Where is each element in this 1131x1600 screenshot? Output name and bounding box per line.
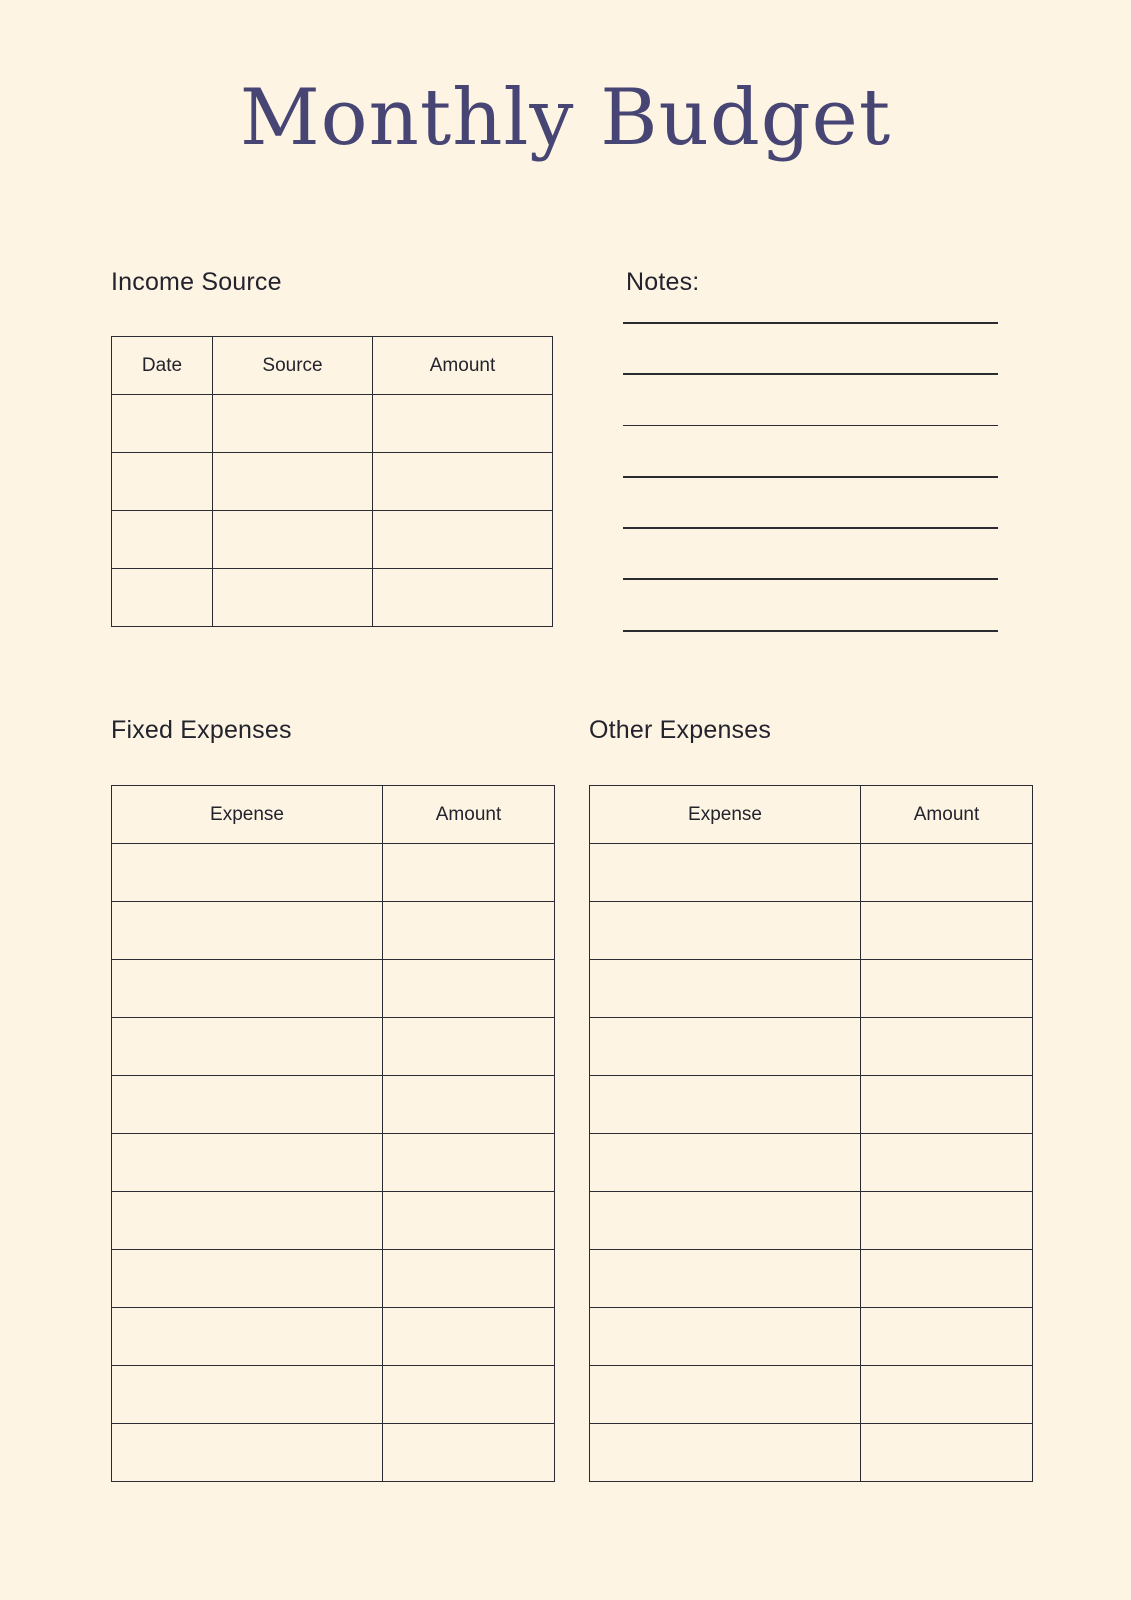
- other-expenses-table: [589, 785, 1033, 1482]
- income-date-cell[interactable]: [112, 511, 213, 569]
- table-row: [112, 1308, 555, 1366]
- fixed-amount-cell[interactable]: [383, 1076, 555, 1134]
- table-row: [590, 1250, 1033, 1308]
- table-row: [112, 569, 553, 627]
- notes-lines-area: [623, 322, 998, 632]
- table-row: [590, 1018, 1033, 1076]
- column-header-expense: Expense: [590, 786, 861, 844]
- table-row: [112, 395, 553, 453]
- fixed-amount-cell[interactable]: [383, 1134, 555, 1192]
- column-header-source: Source: [213, 337, 373, 395]
- income-amount-cell[interactable]: [373, 511, 553, 569]
- table-header-row: [112, 786, 555, 844]
- table-header-row: [590, 786, 1033, 844]
- notes-write-line[interactable]: [623, 373, 998, 375]
- fixed-amount-cell[interactable]: [383, 1018, 555, 1076]
- table-row: [112, 1192, 555, 1250]
- fixed-amount-cell[interactable]: [383, 960, 555, 1018]
- fixed-amount-cell[interactable]: [383, 1308, 555, 1366]
- fixed-expense-cell[interactable]: [112, 1018, 383, 1076]
- fixed-expense-cell[interactable]: [112, 960, 383, 1018]
- notes-write-line[interactable]: [623, 578, 998, 580]
- other-amount-cell[interactable]: [861, 1250, 1033, 1308]
- table-row: [112, 960, 555, 1018]
- column-header-amount: Amount: [383, 786, 555, 844]
- other-expense-cell[interactable]: [590, 1018, 861, 1076]
- other-amount-cell[interactable]: [861, 1018, 1033, 1076]
- other-amount-cell[interactable]: [861, 1308, 1033, 1366]
- fixed-amount-cell[interactable]: [383, 1366, 555, 1424]
- fixed-expense-cell[interactable]: [112, 844, 383, 902]
- table-row: [590, 960, 1033, 1018]
- table-row: [112, 1424, 555, 1482]
- column-header-amount: Amount: [373, 337, 553, 395]
- other-expense-cell[interactable]: [590, 960, 861, 1018]
- other-expense-cell[interactable]: [590, 1134, 861, 1192]
- income-source-heading: Income Source: [111, 268, 282, 296]
- table-row: [112, 902, 555, 960]
- fixed-expenses-table: [111, 785, 555, 1482]
- other-expense-cell[interactable]: [590, 1076, 861, 1134]
- table-header-row: [112, 337, 553, 395]
- fixed-amount-cell[interactable]: [383, 1424, 555, 1482]
- table-row: [590, 1366, 1033, 1424]
- column-header-date: Date: [112, 337, 213, 395]
- income-date-cell[interactable]: [112, 453, 213, 511]
- notes-write-line[interactable]: [623, 322, 998, 324]
- column-header-amount: Amount: [861, 786, 1033, 844]
- income-date-cell[interactable]: [112, 395, 213, 453]
- table-row: [112, 453, 553, 511]
- fixed-amount-cell[interactable]: [383, 844, 555, 902]
- table-row: [590, 1424, 1033, 1482]
- income-source-cell[interactable]: [213, 395, 373, 453]
- fixed-expense-cell[interactable]: [112, 1366, 383, 1424]
- other-expense-cell[interactable]: [590, 1250, 861, 1308]
- other-expense-cell[interactable]: [590, 1366, 861, 1424]
- other-amount-cell[interactable]: [861, 960, 1033, 1018]
- notes-write-line[interactable]: [623, 476, 998, 478]
- fixed-amount-cell[interactable]: [383, 1250, 555, 1308]
- table-row: [112, 1366, 555, 1424]
- other-amount-cell[interactable]: [861, 1424, 1033, 1482]
- notes-write-line[interactable]: [623, 630, 998, 632]
- fixed-expense-cell[interactable]: [112, 902, 383, 960]
- notes-heading: Notes:: [626, 268, 700, 296]
- other-amount-cell[interactable]: [861, 1192, 1033, 1250]
- column-header-expense: Expense: [112, 786, 383, 844]
- other-amount-cell[interactable]: [861, 1134, 1033, 1192]
- other-amount-cell[interactable]: [861, 1366, 1033, 1424]
- table-row: [112, 1076, 555, 1134]
- fixed-amount-cell[interactable]: [383, 1192, 555, 1250]
- fixed-expense-cell[interactable]: [112, 1134, 383, 1192]
- table-row: [112, 1018, 555, 1076]
- income-source-cell[interactable]: [213, 511, 373, 569]
- other-expenses-heading: Other Expenses: [589, 716, 772, 744]
- table-row: [112, 844, 555, 902]
- fixed-expense-cell[interactable]: [112, 1076, 383, 1134]
- table-row: [112, 1250, 555, 1308]
- table-row: [590, 902, 1033, 960]
- fixed-amount-cell[interactable]: [383, 902, 555, 960]
- other-amount-cell[interactable]: [861, 1076, 1033, 1134]
- other-expense-cell[interactable]: [590, 1192, 861, 1250]
- fixed-expense-cell[interactable]: [112, 1250, 383, 1308]
- other-amount-cell[interactable]: [861, 844, 1033, 902]
- fixed-expense-cell[interactable]: [112, 1424, 383, 1482]
- fixed-expense-cell[interactable]: [112, 1192, 383, 1250]
- income-amount-cell[interactable]: [373, 453, 553, 511]
- table-row: [590, 1192, 1033, 1250]
- other-expense-cell[interactable]: [590, 902, 861, 960]
- income-source-cell[interactable]: [213, 453, 373, 511]
- other-amount-cell[interactable]: [861, 902, 1033, 960]
- notes-write-line[interactable]: [623, 425, 998, 427]
- income-date-cell[interactable]: [112, 569, 213, 627]
- table-row: [112, 511, 553, 569]
- fixed-expenses-heading: Fixed Expenses: [111, 716, 292, 744]
- income-amount-cell[interactable]: [373, 569, 553, 627]
- other-expense-cell[interactable]: [590, 844, 861, 902]
- other-expense-cell[interactable]: [590, 1308, 861, 1366]
- income-amount-cell[interactable]: [373, 395, 553, 453]
- table-row: [590, 1076, 1033, 1134]
- other-expense-cell[interactable]: [590, 1424, 861, 1482]
- notes-write-line[interactable]: [623, 527, 998, 529]
- income-source-table: [111, 336, 553, 627]
- fixed-expense-cell[interactable]: [112, 1308, 383, 1366]
- table-row: [590, 1308, 1033, 1366]
- page-title: Monthly Budget: [239, 73, 892, 163]
- table-row: [112, 1134, 555, 1192]
- table-row: [590, 844, 1033, 902]
- table-row: [590, 1134, 1033, 1192]
- income-source-cell[interactable]: [213, 569, 373, 627]
